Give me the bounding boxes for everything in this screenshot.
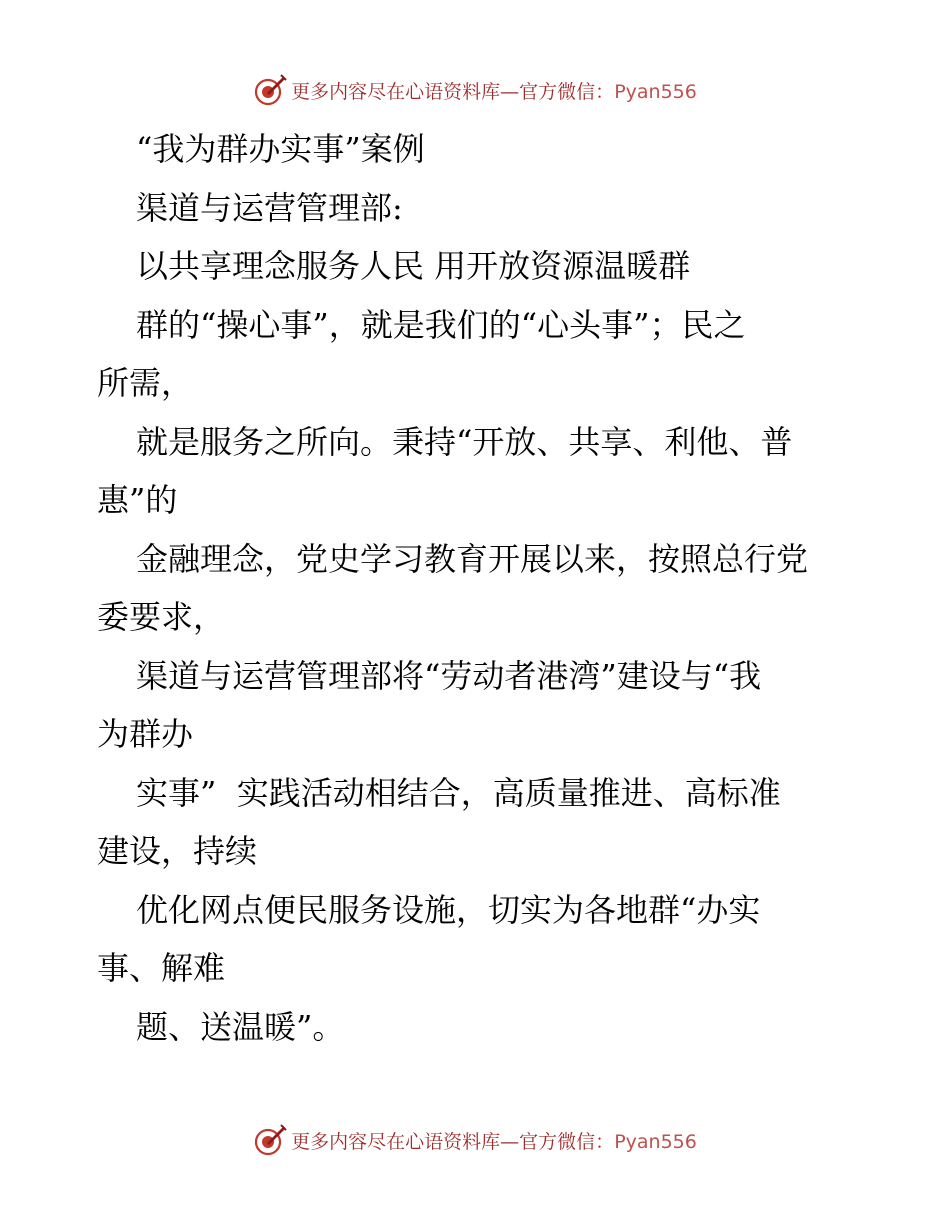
paragraph-line: 事、解难 <box>97 949 226 987</box>
paragraph-line: 建设，持续 <box>97 832 258 870</box>
watermark-text: 更多内容尽在心语资料库—官方微信：Pyan556 <box>291 80 697 103</box>
paragraph-line: 所需， <box>97 364 194 402</box>
paragraph-line: 题、送温暖”。 <box>136 1007 345 1046</box>
document-title: “我为群办实事”案例 <box>136 130 425 168</box>
paragraph-line: 就是服务之所向。秉持“开放、共享、利他、普 <box>136 422 793 461</box>
document-body <box>97 120 857 1056</box>
department-line: 渠道与运营管理部: <box>136 188 403 227</box>
paragraph-line: 渠道与运营管理部将“劳动者港湾”建设与“我 <box>136 656 762 695</box>
document-subtitle: 以共享理念服务人民 用开放资源温暖群 <box>136 247 691 285</box>
paragraph-line: 实事” 实践活动相结合，高质量推进、高标准 <box>136 773 781 812</box>
paragraph-line: 委要求， <box>97 598 226 636</box>
quill-logo-icon <box>253 73 287 107</box>
paragraph-line: 群的“操心事”，就是我们的“心头事”；民之 <box>136 305 746 344</box>
paragraph-line: 惠”的 <box>97 481 178 519</box>
header-watermark <box>0 70 950 110</box>
paragraph-line: 金融理念，党史学习教育开展以来，按照总行党 <box>136 539 809 578</box>
paragraph-lines <box>97 296 857 1057</box>
quill-logo-icon <box>253 1123 287 1157</box>
paragraph-line: 优化网点便民服务设施，切实为各地群“办实 <box>136 890 761 929</box>
watermark-text: 更多内容尽在心语资料库—官方微信：Pyan556 <box>291 1130 697 1153</box>
paragraph-line: 为群办 <box>97 715 194 753</box>
footer-watermark <box>0 1120 950 1160</box>
